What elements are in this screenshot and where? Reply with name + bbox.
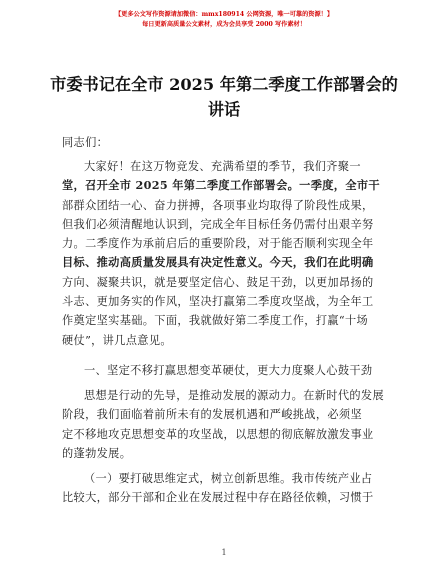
text-line: 思想是行动的先导，是推动发展的源动力。在新时代的发展	[84, 389, 384, 402]
text-line: 力。二季度作为承前启后的重要阶段，对于能否顺利实现全年	[62, 237, 374, 251]
text-line: 斗志、更加务实的作风，坚决打赢第二季度攻坚战，为全年工	[62, 295, 374, 309]
page-number: 1	[221, 548, 227, 557]
text-line: 阶段，我们面临着前所未有的发展机遇和严峻挑战，必须坚	[62, 408, 362, 422]
salutation-text: 同志们：	[62, 136, 109, 149]
paragraph-subsection-1	[62, 469, 388, 508]
heading-line: 一、坚定不移打赢思想变革硬仗，更大力度聚人心鼓干劲	[84, 364, 373, 377]
paragraph-opening	[62, 157, 388, 350]
promo-banner-line-2: 每日更新高质量公文素材，成为会员享受 2000 写作素材！	[142, 20, 306, 28]
text-line: 比较大，部分干部和企业在发展过程中存在路径依赖，习惯于	[62, 491, 374, 505]
salutation	[62, 133, 388, 152]
text-line: 堂，召开全市 2025 年第二季度工作部署会。一季度，全市干	[62, 178, 380, 193]
text-line: 部群众团结一心、奋力拼搏，各项事业均取得了阶段性成果，	[62, 198, 374, 212]
text-line: 作奠定坚实基础。下面，我就做好第二季度工作，打赢“十场	[62, 314, 369, 328]
text-line: 目标、推动高质量发展具有决定性意义。今天，我们在此明确	[62, 255, 374, 270]
title-line-1: 市委书记在全市 2025 年第二季度工作部署会的	[50, 75, 398, 94]
text-line: 方向、凝聚共识，就是要坚定信心、鼓足干劲，以更加昂扬的	[62, 275, 374, 289]
document-title	[40, 72, 408, 122]
section-heading-1	[62, 361, 388, 380]
text-line: 硬仗”，讲几点意见。	[62, 333, 172, 347]
text-line: 但我们必须清醒地认识到，完成全年目标任务仍需付出艰辛努	[62, 217, 374, 231]
promo-banner	[0, 10, 448, 29]
paragraph-section-1	[62, 386, 388, 463]
text-line: 大家好！在这万物竞发、充满希望的季节，我们齐聚一	[84, 160, 361, 173]
promo-banner-line-1: 【更多公文写作资源请加微信：mmx180914 公网资源，唯一可靠的资源！】	[114, 11, 334, 18]
text-line: （一）要打破思维定式，树立创新思维。我市传统产业占	[84, 472, 373, 485]
text-line: 的蓬勃发展。	[62, 446, 132, 460]
text-line: 定不移地攻克思想变革的攻坚战，以思想的彻底解放激发事业	[62, 427, 374, 441]
title-line-2: 讲话	[207, 100, 241, 119]
